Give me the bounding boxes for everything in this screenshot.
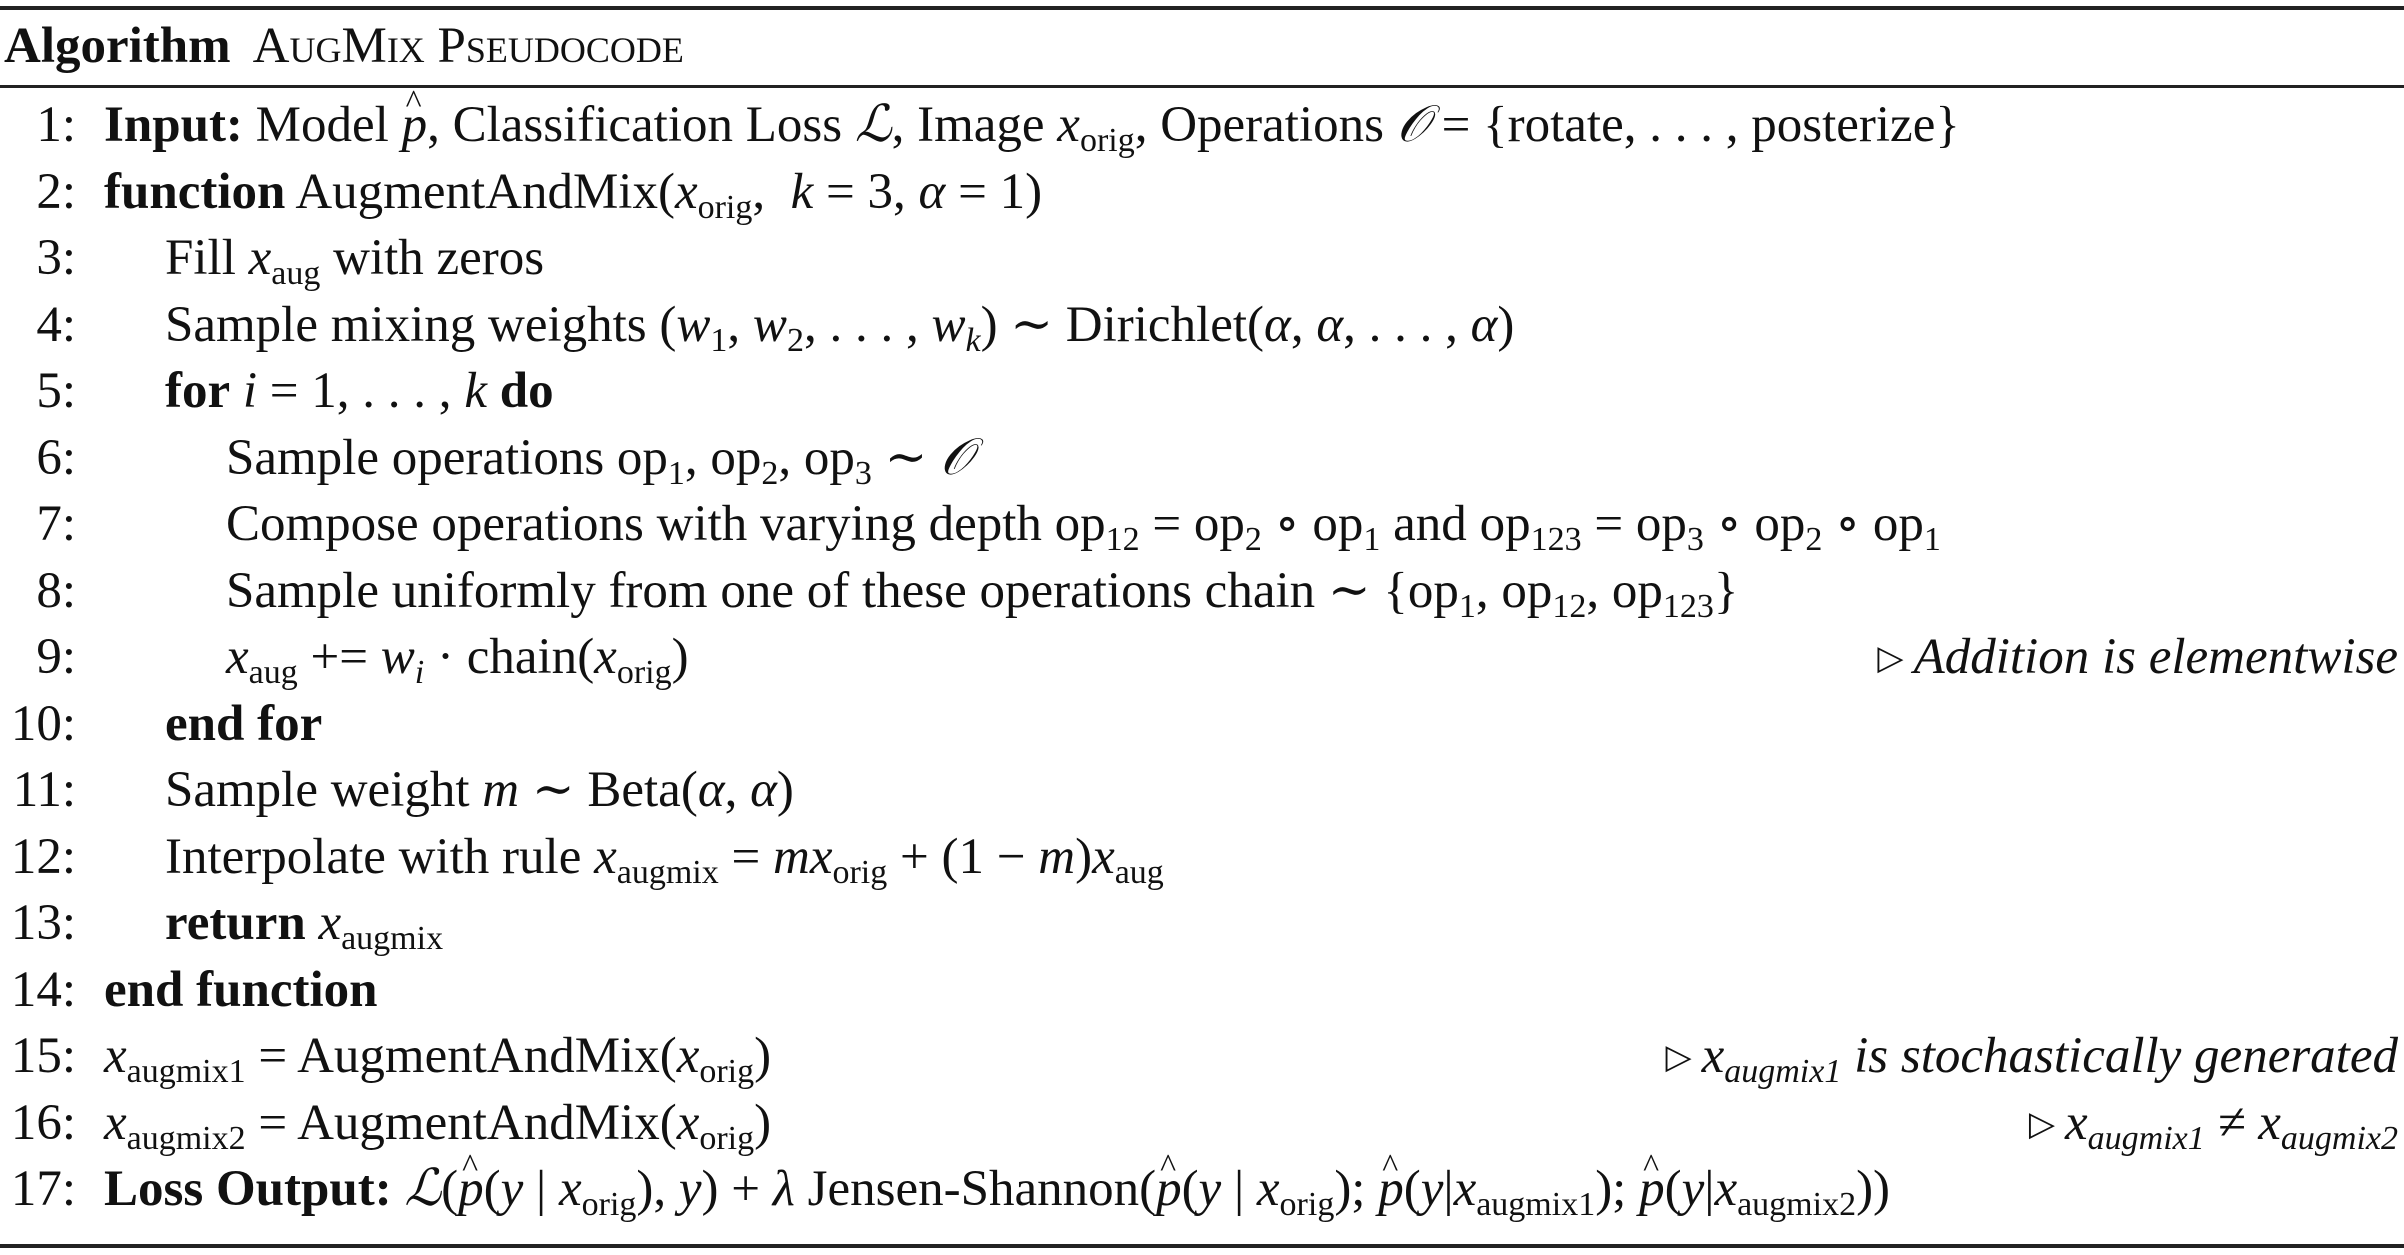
line-content: function $AugmentAndMix(x_{orig}$, k = 3, α = 1) [104,163,1043,226]
comment-triangle-icon: ▷ [2028,1105,2056,1143]
fill-text: Fill [165,230,236,286]
line-16 [0,1090,2404,1157]
line-content: Sample weight m ∼ Beta(α, α) [165,762,794,818]
loss-text: Classification Loss [452,97,843,153]
loss-symbol: ℒ [854,95,892,154]
line-15 [0,1023,2404,1090]
sample-weight-text: Sample weight [165,762,470,818]
op-posterize: posterize [1751,97,1936,153]
line-6 [0,425,2404,492]
line-12 [0,824,2404,891]
line-number: 1: [36,97,76,153]
line-number: 11: [12,762,76,818]
line-3 [0,225,2404,292]
for-keyword: for [165,363,231,419]
comment-triangle-icon: ▷ [1665,1039,1692,1076]
sample-ops-text: Sample operations [226,429,605,486]
return-keyword: return [165,895,306,951]
line-number: 14: [10,961,76,1018]
p-hat: ^ p [402,92,428,159]
pseudocode-lines [0,92,2404,1223]
sample-mixing-text: Sample mixing weights [165,296,647,353]
line-content: for i = 1, . . . , k do [165,363,554,419]
line-1 [0,92,2404,159]
loss-output-keyword: Loss Output: [104,1161,392,1217]
input-keyword: Input: [104,97,243,153]
line-content: $x_{augmix2}$ = $AugmentAndMix(x_{orig})$ [104,1094,772,1157]
comment-line-16: ▷ $x_{augmix1} \ne x_{augmix2}$ [2028,1094,2398,1157]
line-8 [0,558,2404,625]
line-7 [0,491,2404,558]
end-function-keyword: end function [104,961,378,1018]
bottom-rule [0,1244,2404,1248]
line-content: return $x_{augmix}$ [165,895,444,957]
line-number: 15: [10,1028,76,1084]
line-content: Sample uniformly from one of these operations chain ∼ {$op_1$, $op_{12}$, $op_{123}$} [226,562,1739,625]
line-number: 8: [36,562,76,619]
interpolate-text: Interpolate with rule [165,828,582,885]
comment-text: is stochastically generated [1854,1028,2398,1084]
header-rule [0,85,2404,88]
ops-symbol: 𝒪 [1396,95,1429,154]
comment-triangle-icon: ▷ [1877,640,1904,677]
function-keyword: function [104,163,286,220]
line-4 [0,292,2404,359]
algorithm-header [4,6,684,85]
line-content: Interpolate with rule $x_{augmix} = mx_{orig} + (1 - m)x_{aug}$ [165,828,1164,891]
beta-text: Beta [587,762,681,818]
line-number: 5: [36,363,76,419]
line-number: 10: [10,695,76,752]
line-9 [0,624,2404,691]
do-keyword: do [499,363,554,419]
function-name: AugmentAndMix [297,1094,660,1151]
comment-line-9 [1877,624,2398,693]
line-number: 3: [36,230,76,286]
line-number: 7: [36,496,76,552]
image-text: Image [917,97,1045,153]
line-content: Loss Output: ℒ(^ p(y | $x_{orig}$), y) + λ Jensen-Shannon(^ p(y | $x_{orig}$); ^ $p(y|x_{augmix1})$; ^ $p(y|x_{augmix2})$) [104,1156,1890,1223]
line-11 [0,757,2404,824]
function-name: AugmentAndMix [295,163,658,220]
function-name: AugmentAndMix [297,1028,660,1084]
compose-text: Compose operations with varying depth [226,496,1042,552]
line-content [165,691,322,758]
line-number: 16: [10,1094,76,1151]
end-for-keyword: end for [165,695,323,752]
with-zeros-text: with zeros [333,230,545,286]
line-17 [0,1156,2404,1223]
line-10 [0,691,2404,758]
line-number: 12: [10,828,76,885]
line-14 [0,957,2404,1024]
sample-uniform-text: Sample uniformly from one of these operations chain [226,562,1316,619]
algorithm-title: AugMix Pseudocode [252,17,684,74]
line-number: 4: [36,296,76,353]
op-rotate: rotate [1507,97,1624,153]
line-number: 2: [36,163,76,220]
jensen-shannon-text: Jensen-Shannon [807,1161,1140,1217]
line-2 [0,159,2404,226]
line-content [104,957,377,1024]
line-number: 9: [36,629,76,685]
line-number: 17: [10,1161,76,1217]
and-text: and [1393,496,1467,552]
algorithm-label: Algorithm [4,17,231,74]
line-content: Input: Model ^ p, Classification Loss ℒ, Image $x_{orig}$, Operations 𝒪 = {rotate, . . . , posterize} [104,92,1960,159]
line-content: $x_{aug} += w_i$ · $chain(x_{orig})$ [226,629,689,691]
comment-text: Addition is elementwise [1913,629,2398,685]
line-content: Sample operations $op_1$, $op_2$, $op_3$ ∼ 𝒪 [226,427,973,492]
line-content: $x_{augmix1}$ = $AugmentAndMix(x_{orig})$ [104,1028,772,1090]
dirichlet-text: Dirichlet [1065,296,1248,353]
line-content: Fill $x_{aug}$ with zeros [165,230,545,292]
model-text: Model [255,97,389,153]
line-13 [0,890,2404,957]
line-number: 6: [36,429,76,486]
line-number: 13: [10,895,76,951]
comment-line-15: ▷ $x_{augmix1}$ is stochastically generated [1665,1028,2398,1090]
line-content: Compose operations with varying depth $op_{12} = op_2$ ∘ $op_1$ and $op_{123} = op_3$ ∘ $op_2$ ∘ $op_1$ [226,496,1941,558]
line-5 [0,358,2404,425]
operations-text: Operations [1160,97,1384,153]
chain-text: chain [466,629,578,685]
line-content: Sample mixing weights ($w_1$, $w_2$, . . . , $w_k$) ∼ Dirichlet(α, α, . . . , α) [165,296,1515,359]
